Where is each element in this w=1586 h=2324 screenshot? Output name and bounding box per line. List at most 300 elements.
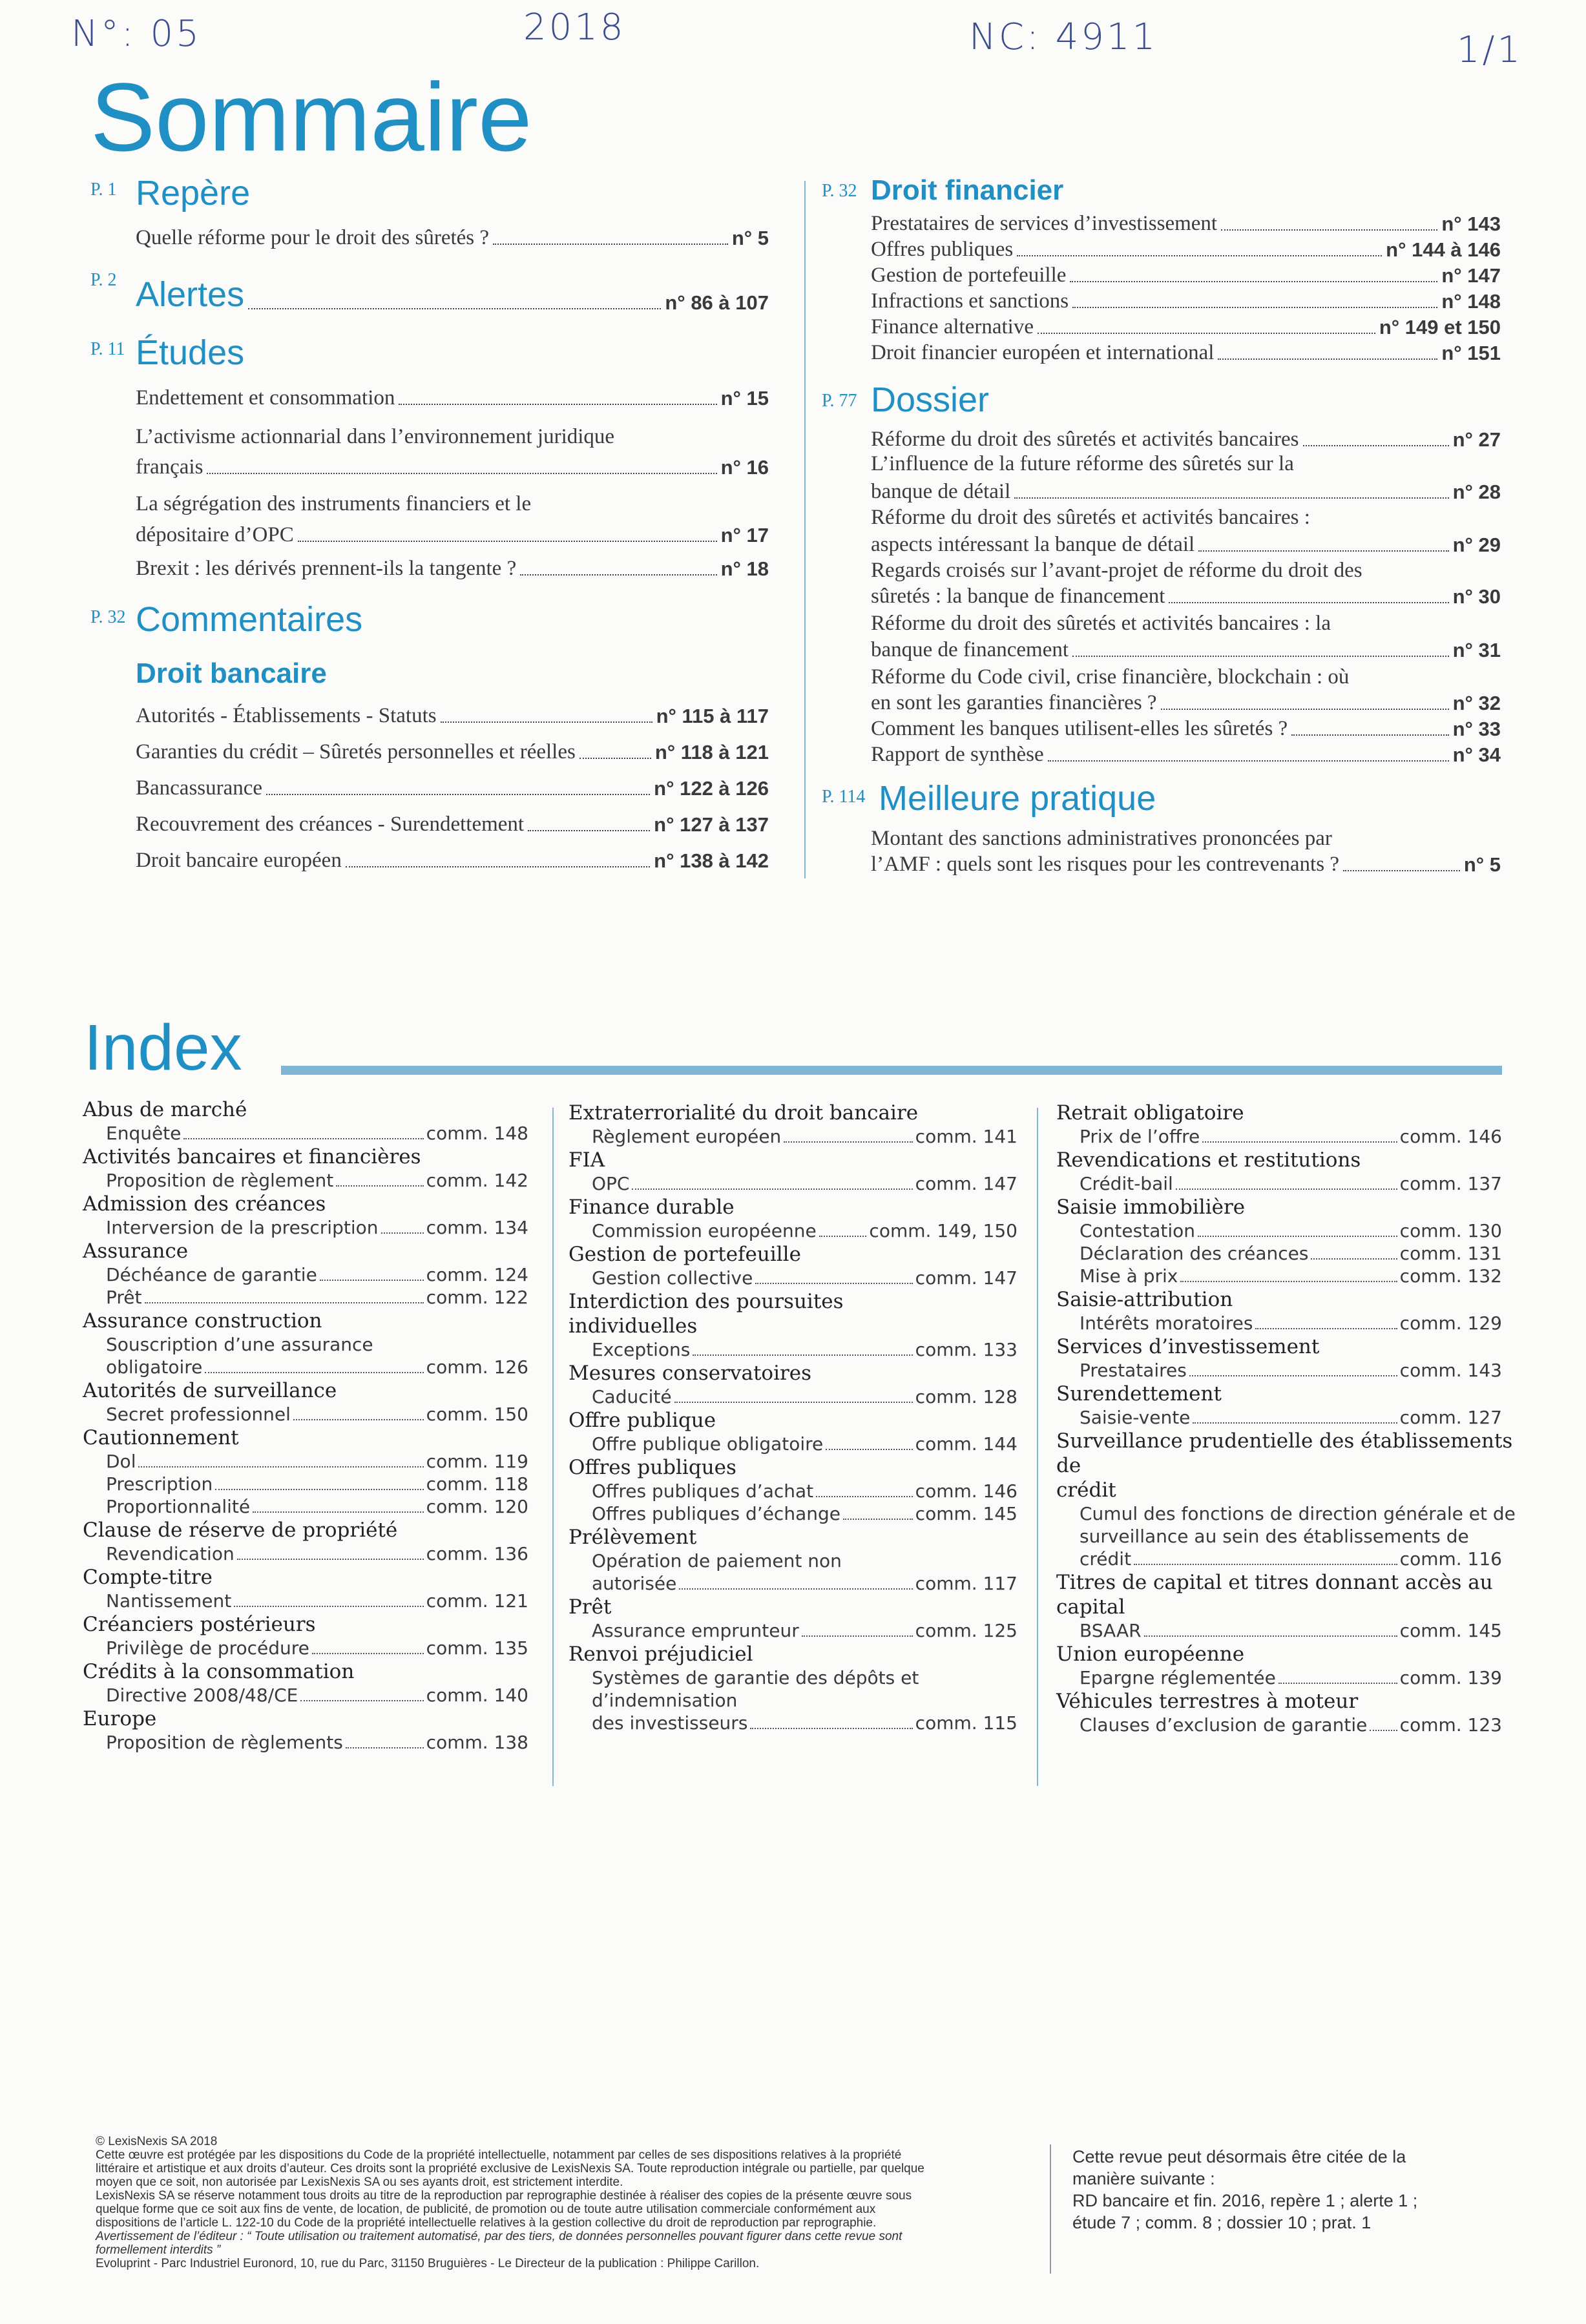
index-divider-2 (1037, 1108, 1038, 1786)
footer-citation-line: étude 7 ; comm. 8 ; dossier 10 ; prat. 1 (1072, 2213, 1372, 2232)
dot-leader (1221, 229, 1437, 231)
dot-leader (1180, 1281, 1397, 1282)
index-subentry-label: Enquête (106, 1123, 182, 1144)
dot-leader (320, 1280, 424, 1281)
dot-leader (234, 1606, 423, 1607)
index-keyword: de (1056, 1454, 1081, 1477)
index-keyword: Activités bancaires et financières (83, 1145, 421, 1168)
toc-entry-label: Quelle réforme pour le droit des sûretés ? (136, 226, 490, 249)
index-reference: comm. 115 (915, 1712, 1017, 1734)
index-keyword: Titres de capital et titres donnant accès au (1056, 1571, 1493, 1594)
index-reference: comm. 137 (1399, 1173, 1502, 1194)
index-subentry-line: Opération de paiement non (592, 1550, 842, 1572)
footer-legal-line: © LexisNexis SA 2018 (96, 2135, 218, 2148)
index-subentry-label: Saisie-vente (1080, 1407, 1191, 1428)
footer-citation-line: RD bancaire et fin. 2016, repère 1 ; alerte 1 ; (1072, 2191, 1418, 2210)
index-keyword: crédit (1056, 1478, 1116, 1502)
dot-leader (1189, 1375, 1397, 1376)
toc-entry-label: Brexit : les dérivés prennent-ils la tangente ? (136, 557, 517, 580)
index-subentry-label: Assurance emprunteur (592, 1620, 799, 1641)
index-subentry-label: Offres publiques d’achat (592, 1480, 814, 1502)
column-divider (804, 181, 806, 878)
dot-leader (693, 1354, 912, 1356)
index-reference: comm. 120 (426, 1496, 528, 1517)
dot-leader (1048, 760, 1449, 762)
toc-entry-line: L’activisme actionnarial dans l’environnement juridique (136, 425, 615, 448)
toc-entry-label: sûretés : la banque de financement (871, 585, 1165, 608)
dot-leader (298, 541, 717, 542)
toc-entry-number: n° 28 (1452, 481, 1501, 503)
dot-leader (1278, 1683, 1397, 1684)
toc-entry-number: n° 127 à 137 (654, 813, 769, 836)
footer-divider (1050, 2144, 1051, 2274)
index-subentry-label: Prêt (106, 1287, 142, 1308)
toc-entry-alertes[interactable] (136, 275, 769, 315)
toc-entry-label: Réforme du droit des sûretés et activités bancaires (871, 428, 1299, 451)
index-reference: comm. 134 (426, 1217, 528, 1238)
toc-entry-number: n° 27 (1452, 428, 1501, 451)
dot-leader (1014, 497, 1448, 499)
toc-entry-number: n° 5 (1463, 853, 1501, 876)
toc-entry[interactable] (871, 743, 1501, 767)
footer-legal-line: dispositions de l’article L. 122-10 du Code de la propriété intellectuelle relatives à la gestion collective du droit de reproduction par reprographie. (96, 2216, 877, 2230)
toc-entry[interactable] (871, 264, 1501, 287)
dot-leader (1198, 550, 1448, 552)
dot-leader (1311, 1258, 1397, 1260)
toc-entry-label: en sont les garanties financières ? (871, 691, 1157, 714)
toc-entry-line: L’influence de la future réforme des sûretés sur la (871, 452, 1294, 475)
index-subentry[interactable] (106, 1170, 528, 1191)
index-keyword: Mesures conservatoires (569, 1362, 812, 1385)
toc-entry-number: n° 138 à 142 (654, 849, 769, 872)
index-subentry[interactable] (106, 1287, 528, 1308)
dot-leader (1218, 358, 1437, 360)
index-subentry[interactable] (592, 1503, 1017, 1524)
index-subentry-label: Interversion de la prescription (106, 1217, 379, 1238)
toc-entry-number: n° 18 (720, 557, 769, 580)
index-reference: comm. 117 (915, 1573, 1017, 1594)
footer-citation-line: manière suivante : (1072, 2169, 1215, 2188)
index-subentry[interactable] (1080, 1620, 1502, 1641)
index-subentry-line: surveillance au sein des établissements de (1080, 1526, 1469, 1547)
dot-leader (145, 1302, 424, 1303)
index-keyword: individuelles (569, 1314, 698, 1338)
index-subentry-label: Directive 2008/48/CE (106, 1685, 298, 1706)
index-subentry-line: Cumul des fonctions de direction générale et de (1080, 1503, 1516, 1524)
toc-entry-label: Rapport de synthèse (871, 743, 1044, 766)
toc-entry-number: n° 147 (1441, 264, 1501, 287)
index-subentry[interactable] (1080, 1173, 1502, 1194)
index-keyword: Saisie-attribution (1056, 1288, 1233, 1311)
toc-entry[interactable] (871, 691, 1501, 715)
index-subentry[interactable] (106, 1217, 528, 1238)
toc-entry-label: Bancassurance (136, 776, 263, 800)
toc-entry-label: Droit financier européen et international (871, 341, 1215, 364)
index-reference: comm. 149, 150 (869, 1220, 1017, 1241)
index-subentry-label: Déclaration des créances (1080, 1243, 1309, 1264)
toc-entry-line: Montant des sanctions administratives prononcées par (871, 827, 1332, 850)
toc-entry-label: aspects intéressant la banque de détail (871, 533, 1195, 556)
index-subentry[interactable] (106, 1473, 528, 1495)
toc-entry-label: Autorités - Établissements - Statuts (136, 704, 437, 727)
index-keyword: Extraterrorialité du droit bancaire (569, 1101, 919, 1125)
index-keyword: Renvoi préjudiciel (569, 1643, 753, 1666)
dot-leader (1038, 333, 1375, 334)
index-subentry[interactable] (106, 1404, 528, 1425)
index-subentry[interactable] (592, 1433, 1017, 1455)
dot-leader (1343, 870, 1460, 871)
toc-entry[interactable] (871, 341, 1501, 365)
index-subentry[interactable] (106, 1496, 528, 1517)
index-subentry-line: Systèmes de garantie des dépôts et (592, 1667, 919, 1688)
index-subentry[interactable] (1080, 1714, 1502, 1736)
index-reference: comm. 128 (915, 1386, 1017, 1407)
toc-entry[interactable] (136, 226, 769, 250)
index-keyword: Assurance construction (83, 1309, 322, 1333)
toc-entry[interactable] (871, 428, 1501, 451)
index-subentry-label: Revendication (106, 1543, 235, 1564)
index-keyword: Abus de marché (83, 1098, 247, 1121)
dot-leader (816, 1496, 913, 1497)
toc-entry-line: Réforme du droit des sûretés et activités bancaires : la (871, 612, 1331, 635)
toc-entry[interactable] (136, 557, 769, 581)
page-ref: P. 32 (90, 607, 126, 627)
toc-entry-label: l’AMF : quels sont les risques pour les contrevenants ? (871, 853, 1339, 876)
toc-entry-number: n° 31 (1452, 639, 1501, 661)
section-heading-alertes: Alertes (136, 275, 245, 314)
index-subentry[interactable] (592, 1173, 1017, 1194)
handwritten-number: N°: 05 (71, 13, 202, 55)
toc-entry[interactable] (136, 740, 769, 764)
index-keyword: Revendications et restitutions (1056, 1148, 1361, 1172)
dot-leader (346, 866, 650, 867)
index-keyword: Compte-titre (83, 1566, 213, 1589)
index-subentry-label: Prescription (106, 1473, 213, 1495)
dot-leader (819, 1236, 867, 1237)
footer-legal-line: Evoluprint - Parc Industriel Euronord, 10, rue du Parc, 31150 Bruguières - Le Directeur de la publication : Philippe Carillon. (96, 2257, 760, 2270)
index-subentry-label: Prestataires (1080, 1360, 1187, 1381)
dot-leader (674, 1402, 913, 1403)
dot-leader (1072, 656, 1449, 657)
index-subentry[interactable] (592, 1480, 1017, 1502)
index-subentry[interactable] (592, 1386, 1017, 1407)
index-reference: comm. 138 (426, 1732, 528, 1753)
index-subentry[interactable] (106, 1637, 528, 1659)
toc-entry-label: Garanties du crédit – Sûretés personnelles et réelles (136, 740, 576, 763)
index-keyword: Finance durable (569, 1196, 735, 1219)
toc-entry-line: Réforme du droit des sûretés et activités bancaires : (871, 506, 1310, 529)
index-subentry[interactable] (1080, 1220, 1502, 1241)
index-reference: comm. 133 (915, 1339, 1017, 1360)
footer-legal-line: Avertissement de l’éditeur : “ Toute utilisation ou traitement automatisé, par des tiers, de données personnelles pouvant figurer dans cette revue sont (96, 2230, 903, 2243)
index-subentry[interactable] (1080, 1548, 1502, 1570)
dot-leader (293, 1419, 424, 1420)
index-reference: comm. 119 (426, 1451, 528, 1472)
index-subentry[interactable] (106, 1685, 528, 1706)
index-keyword: Assurance (83, 1240, 189, 1263)
section-heading-etudes: Études (136, 333, 245, 372)
index-reference: comm. 142 (426, 1170, 528, 1191)
section-heading-meilleure-pratique: Meilleure pratique (879, 779, 1156, 818)
handwritten-ref: NC: 4911 (969, 16, 1158, 58)
index-subentry-label: des investisseurs (592, 1712, 748, 1734)
index-subentry-label: Caducité (592, 1386, 672, 1407)
toc-entry-number: n° 30 (1452, 585, 1501, 608)
dot-leader (679, 1588, 912, 1590)
toc-entry-number: n° 144 à 146 (1386, 238, 1501, 261)
index-subentry[interactable] (106, 1264, 528, 1285)
dot-leader (520, 574, 716, 576)
page-ref: P. 114 (822, 787, 866, 807)
toc-entry-number: n° 149 et 150 (1379, 316, 1501, 338)
dot-leader (312, 1653, 424, 1654)
index-subentry[interactable] (106, 1356, 528, 1378)
index-subentry[interactable] (1080, 1126, 1502, 1147)
index-subentry-label: Règlement européen (592, 1126, 782, 1147)
index-reference: comm. 143 (1399, 1360, 1502, 1381)
index-divider-1 (552, 1108, 554, 1786)
handwritten-page: 1/1 (1457, 29, 1523, 71)
index-subentry-line: d’indemnisation (592, 1690, 738, 1711)
index-reference: comm. 135 (426, 1637, 528, 1659)
index-subentry[interactable] (106, 1590, 528, 1612)
index-subentry[interactable] (106, 1732, 528, 1753)
index-reference: comm. 118 (426, 1473, 528, 1495)
toc-entry[interactable] (871, 638, 1501, 662)
toc-entry[interactable] (136, 813, 769, 836)
toc-entry-number: n° 34 (1452, 743, 1501, 766)
index-subentry-label: OPC (592, 1173, 630, 1194)
toc-entry[interactable] (871, 853, 1501, 877)
dot-leader (237, 1559, 424, 1560)
index-keyword: Autorités de surveillance (83, 1379, 337, 1402)
toc-entry-label: français (136, 455, 203, 479)
footer-legal-line: quelque forme que ce soit aux fins de vente, de location, de publicité, de promotion ou de toute autre utilisation commerciale conformément aux (96, 2203, 876, 2216)
dot-leader (632, 1188, 912, 1190)
index-keyword: Surendettement (1056, 1382, 1222, 1406)
toc-entry-label: Droit bancaire européen (136, 849, 342, 872)
index-keyword: Prêt (569, 1595, 612, 1619)
dot-leader (205, 1372, 423, 1373)
index-subentry[interactable] (592, 1126, 1017, 1147)
index-keyword: Europe (83, 1707, 157, 1730)
index-reference: comm. 131 (1399, 1243, 1502, 1264)
toc-entry-number: n° 122 à 126 (654, 777, 769, 800)
dot-leader (1072, 307, 1437, 308)
dot-leader (493, 244, 728, 245)
index-reference: comm. 141 (915, 1126, 1017, 1147)
index-subentry-label: Nantissement (106, 1590, 232, 1612)
toc-entry-label: Prestataires de services d’investissement (871, 212, 1218, 235)
toc-entry[interactable] (871, 212, 1501, 236)
toc-entry[interactable] (136, 704, 769, 728)
toc-entry-label: banque de détail (871, 480, 1011, 503)
dot-leader (1202, 1141, 1397, 1143)
index-subentry-label: Exceptions (592, 1339, 691, 1360)
index-reference: comm. 147 (915, 1173, 1017, 1194)
index-subentry[interactable] (106, 1123, 528, 1144)
index-subentry-label: Déchéance de garantie (106, 1264, 317, 1285)
toc-entry-number: n° 17 (720, 524, 769, 546)
toc-entry-number: n° 5 (731, 227, 769, 249)
index-keyword: Offre publique (569, 1409, 716, 1432)
index-reference: comm. 125 (915, 1620, 1017, 1641)
toc-entry[interactable] (136, 455, 769, 479)
toc-entry[interactable] (136, 849, 769, 873)
dot-leader (183, 1138, 423, 1139)
index-keyword: capital (1056, 1595, 1125, 1619)
dot-leader (346, 1747, 424, 1748)
toc-entry[interactable] (871, 315, 1501, 339)
index-title: Index (84, 1012, 242, 1084)
index-subentry-label: Intérêts moratoires (1080, 1312, 1253, 1334)
index-subentry[interactable] (1080, 1312, 1502, 1334)
toc-entry[interactable] (871, 585, 1501, 608)
index-reference: comm. 146 (915, 1480, 1017, 1502)
toc-entry-label: dépositaire d’OPC (136, 523, 294, 546)
index-reference: comm. 147 (915, 1267, 1017, 1289)
footer-legal-line: LexisNexis SA se réserve notamment tous droits au titre de la reproduction par reprographie destinée à réaliser des copies de la présente œuvre sous (96, 2189, 912, 2203)
dot-leader (207, 473, 716, 474)
dot-leader (1303, 445, 1449, 446)
page-ref: P. 11 (90, 339, 125, 359)
index-subentry[interactable] (1080, 1667, 1502, 1688)
index-reference: comm. 145 (1399, 1620, 1502, 1641)
index-reference: comm. 145 (915, 1503, 1017, 1524)
dot-leader (215, 1489, 423, 1490)
toc-entry[interactable] (871, 238, 1501, 262)
toc-entry-line: Regards croisés sur l’avant-projet de réforme du droit des (871, 559, 1362, 582)
index-subentry[interactable] (106, 1543, 528, 1564)
dot-leader (381, 1232, 424, 1234)
dot-leader (579, 758, 651, 759)
index-subentry[interactable] (592, 1620, 1017, 1641)
index-subentry[interactable] (592, 1339, 1017, 1360)
index-keyword: Clause de réserve de propriété (83, 1519, 398, 1542)
index-reference: comm. 136 (426, 1543, 528, 1564)
index-keyword: Saisie immobilière (1056, 1196, 1246, 1219)
index-subentry[interactable] (592, 1267, 1017, 1289)
index-reference: comm. 116 (1399, 1548, 1502, 1570)
page-ref: P. 1 (90, 180, 117, 200)
footer-legal-line: Cette œuvre est protégée par les dispositions du Code de la propriété intellectuelle, notamment par celles de ses dispositions relatives à la propriété (96, 2148, 902, 2162)
index-reference: comm. 150 (426, 1404, 528, 1425)
dot-leader (1291, 734, 1448, 736)
index-subentry-label: Mise à prix (1080, 1265, 1178, 1287)
index-keyword: Admission des créances (83, 1192, 326, 1216)
index-subentry-label: obligatoire (106, 1356, 203, 1378)
index-subentry[interactable] (592, 1712, 1017, 1734)
index-subentry-label: Crédit-bail (1080, 1173, 1173, 1194)
section-heading-droit-financier: Droit financier (871, 174, 1064, 206)
index-subentry-label: Commission européenne (592, 1220, 817, 1241)
toc-entry-number: n° 86 à 107 (665, 291, 769, 314)
footer-legal-line: moyen que ce soit, non autorisée par LexisNexis SA ou ses ayants droit, est strictement interdite. (96, 2175, 623, 2189)
index-keyword: Retrait obligatoire (1056, 1101, 1244, 1125)
dot-leader (253, 1511, 424, 1513)
index-subentry-line: Souscription d’une assurance (106, 1334, 373, 1355)
section-heading-repere: Repère (136, 174, 251, 213)
toc-entry-number: n° 29 (1452, 534, 1501, 556)
section-heading-dossier: Dossier (871, 380, 990, 419)
toc-entry[interactable] (871, 480, 1501, 504)
index-keyword: Interdiction des poursuites (569, 1290, 844, 1313)
index-keyword: Offres publiques (569, 1456, 736, 1479)
index-subentry-label: Clauses d’exclusion de garantie (1080, 1714, 1368, 1736)
dot-leader (399, 404, 716, 405)
page-ref: P. 2 (90, 270, 117, 290)
dot-leader (843, 1519, 913, 1520)
index-subentry-label: Proposition de règlements (106, 1732, 343, 1753)
toc-entry[interactable] (136, 386, 769, 410)
index-reference: comm. 122 (426, 1287, 528, 1308)
dot-leader (1070, 281, 1437, 282)
index-reference: comm. 140 (426, 1685, 528, 1706)
index-keyword: Crédits à la consommation (83, 1660, 355, 1683)
footer-citation (1072, 2146, 1486, 2234)
index-subentry[interactable] (106, 1451, 528, 1472)
toc-entry[interactable] (136, 523, 769, 547)
toc-entry[interactable] (871, 533, 1501, 557)
toc-entry-line: La ségrégation des instruments financiers et le (136, 492, 532, 515)
index-subentry-label: Prix de l’offre (1080, 1126, 1200, 1147)
index-subentry-label: Gestion collective (592, 1267, 753, 1289)
index-keyword: FIA (569, 1148, 605, 1172)
index-subentry[interactable] (1080, 1243, 1502, 1264)
index-subentry[interactable] (592, 1573, 1017, 1594)
toc-entry[interactable] (136, 776, 769, 800)
handwritten-year: 2018 (523, 6, 626, 48)
toc-entry-label: banque de financement (871, 638, 1069, 661)
subheading-droit-bancaire: Droit bancaire (136, 658, 327, 689)
index-subentry-label: Privilège de procédure (106, 1637, 309, 1659)
dot-leader (755, 1283, 912, 1284)
index-subentry[interactable] (592, 1220, 1017, 1241)
index-reference: comm. 127 (1399, 1407, 1502, 1428)
index-subentry[interactable] (1080, 1265, 1502, 1287)
toc-entry-label: Gestion de portefeuille (871, 264, 1067, 287)
dot-leader (336, 1185, 423, 1187)
toc-entry-number: n° 33 (1452, 718, 1501, 740)
index-subentry-label: Proposition de règlement (106, 1170, 334, 1191)
toc-entry[interactable] (871, 717, 1501, 741)
sommaire-title: Sommaire (90, 63, 532, 171)
index-subentry-label: Contestation (1080, 1220, 1195, 1241)
toc-entry[interactable] (871, 289, 1501, 313)
footer-legal-line: formellement interdits ” (96, 2243, 221, 2257)
index-reference: comm. 144 (915, 1433, 1017, 1455)
index-subentry[interactable] (1080, 1360, 1502, 1381)
dot-leader (1017, 255, 1382, 256)
dot-leader (248, 308, 661, 309)
index-reference: comm. 123 (1399, 1714, 1502, 1736)
dot-leader (528, 830, 650, 831)
toc-entry-label: Recouvrement des créances - Surendettement (136, 813, 525, 836)
index-subentry-label: Secret professionnel (106, 1404, 291, 1425)
index-subentry-label: Offres publiques d’échange (592, 1503, 840, 1524)
dot-leader (1198, 1236, 1397, 1237)
dot-leader (1176, 1188, 1397, 1190)
index-subentry-label: autorisée (592, 1573, 677, 1594)
toc-entry-number: n° 32 (1452, 692, 1501, 714)
dot-leader (750, 1728, 912, 1729)
index-reference: comm. 126 (426, 1356, 528, 1378)
dot-leader (1169, 602, 1448, 603)
index-subentry-label: Epargne réglementée (1080, 1667, 1276, 1688)
index-reference: comm. 124 (426, 1264, 528, 1285)
index-subentry-label: crédit (1080, 1548, 1132, 1570)
index-subentry[interactable] (1080, 1407, 1502, 1428)
